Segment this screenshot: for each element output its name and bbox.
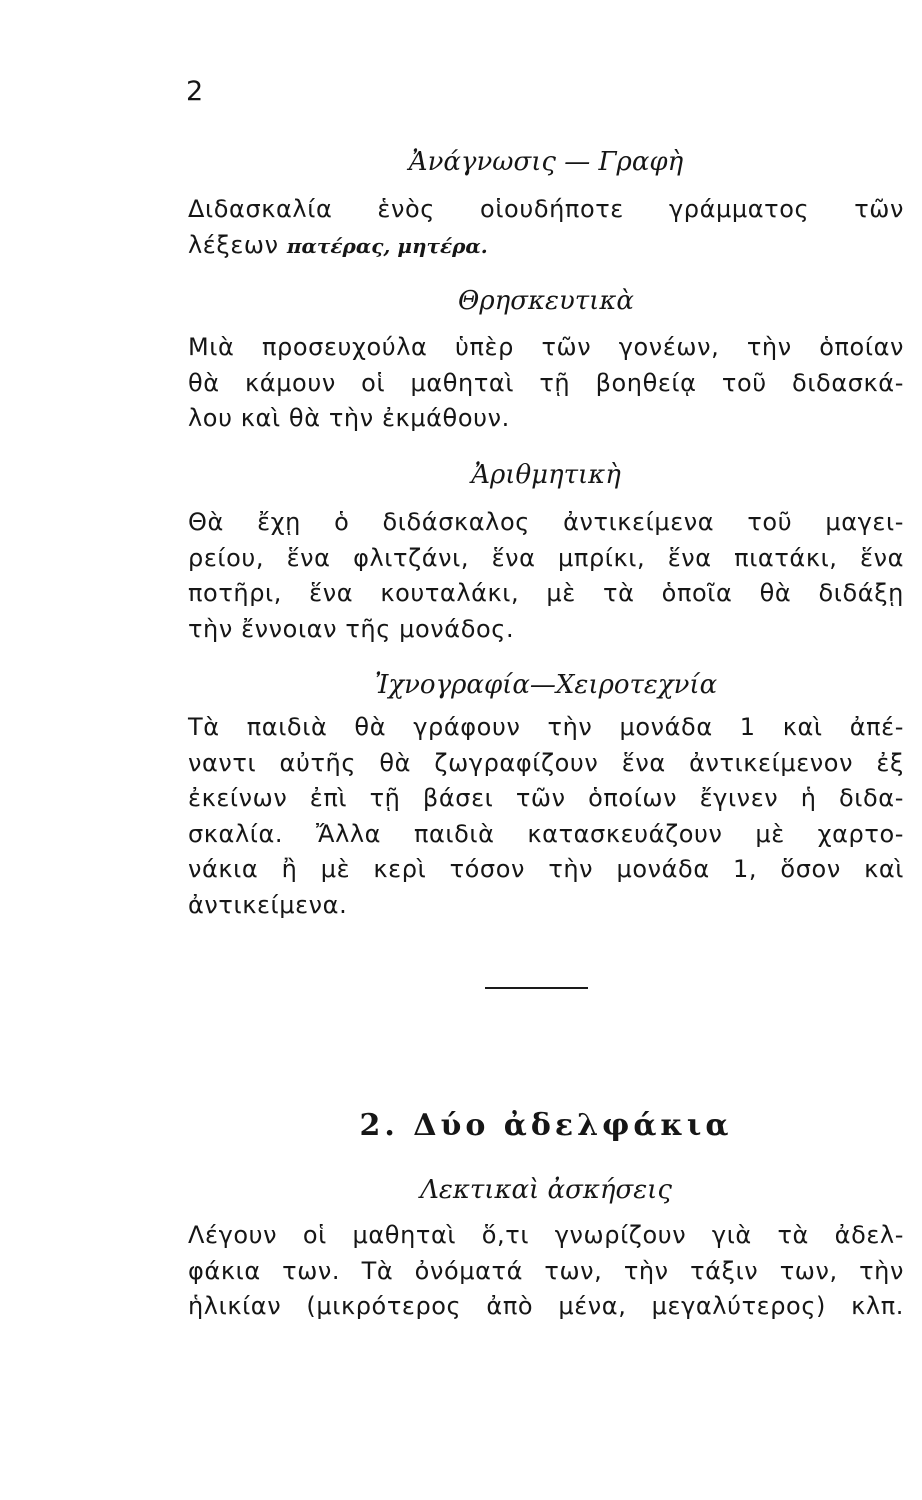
text-line: τὴν ἔννοιαν τῆς μονάδος. [188, 614, 515, 643]
heading-verbal-exercises: Λεκτικαὶ ἀσκήσεις [420, 1175, 672, 1205]
section-divider [485, 987, 588, 989]
paragraph-drawing-handicraft [188, 710, 904, 923]
heading-reading-writing: Ἀνάγνωσις — Γραφὴ [408, 147, 684, 177]
heading-drawing-handicraft: Ἰχνογραφία—Χειροτεχνία [374, 670, 718, 700]
text-line: θὰ κάμουν οἱ μαθηταὶ τῇ βοηθείᾳ τοῦ διδασκά- [188, 368, 904, 397]
text-fragment: λέξεων [188, 230, 279, 259]
text-line: ναντι αὐτῆς θὰ ζωγραφίζουν ἕνα ἀντικείμενον ἐξ [188, 748, 904, 777]
text-line-with-emphasis [188, 228, 904, 265]
paragraph-verbal-exercises [188, 1218, 904, 1325]
heading-arithmetic: Ἀριθμητικὴ [471, 460, 621, 490]
paragraph-religion [188, 330, 904, 437]
text-line: σκαλία. Ἄλλα παιδιὰ κατασκευάζουν μὲ χαρτο- [188, 819, 904, 848]
text-line: Θὰ ἔχῃ ὁ διδάσκαλος ἀντικείμενα τοῦ μαγει- [188, 508, 904, 536]
text-line: ἡλικίαν (μικρότερος ἀπὸ μένα, μεγαλύτερος) κλπ. [188, 1292, 904, 1320]
text-line: φάκια των. Τὰ ὀνόματά των, τὴν τάξιν των, τὴν [188, 1256, 904, 1285]
text-line: ἀντικείμενα. [188, 890, 348, 919]
text-line: ποτῆρι, ἕνα κουταλάκι, μὲ τὰ ὁποῖα θὰ διδάξῃ [188, 579, 904, 607]
heading-religion: Θρησκευτικὰ [458, 286, 634, 316]
paragraph-arithmetic [188, 505, 904, 647]
text-line: λου καὶ θὰ τὴν ἐκμάθουν. [188, 404, 510, 432]
text-line: νάκια ἢ μὲ κερὶ τόσον τὴν μονάδα 1, ὅσον καὶ [188, 855, 904, 883]
text-line: Λέγουν οἱ μαθηταὶ ὅ,τι γνωρίζουν γιὰ τὰ ἀδελ- [188, 1221, 904, 1249]
emphasized-words: πατέρας, μητέρα. [286, 233, 488, 258]
lesson-title: 2. Δύο ἀδελφάκια [359, 1108, 733, 1143]
text-line: ἐκείνων ἐπὶ τῇ βάσει τῶν ὁποίων ἔγινεν ἡ διδα- [188, 784, 904, 812]
text-line: Διδασκαλία ἑνὸς οἱουδήποτε γράμματος τῶν [188, 195, 904, 223]
paragraph-reading-writing [188, 192, 904, 264]
text-line: Τὰ παιδιὰ θὰ γράφουν τὴν μονάδα 1 καὶ ἀπέ- [188, 713, 904, 741]
page-number: 2 [186, 76, 204, 107]
text-line: Μιὰ προσευχούλα ὑπὲρ τῶν γονέων, τὴν ὁποίαν [188, 333, 904, 361]
text-line: ρείου, ἕνα φλιτζάνι, ἕνα μπρίκι, ἕνα πιατάκι, ἕνα [188, 543, 904, 572]
